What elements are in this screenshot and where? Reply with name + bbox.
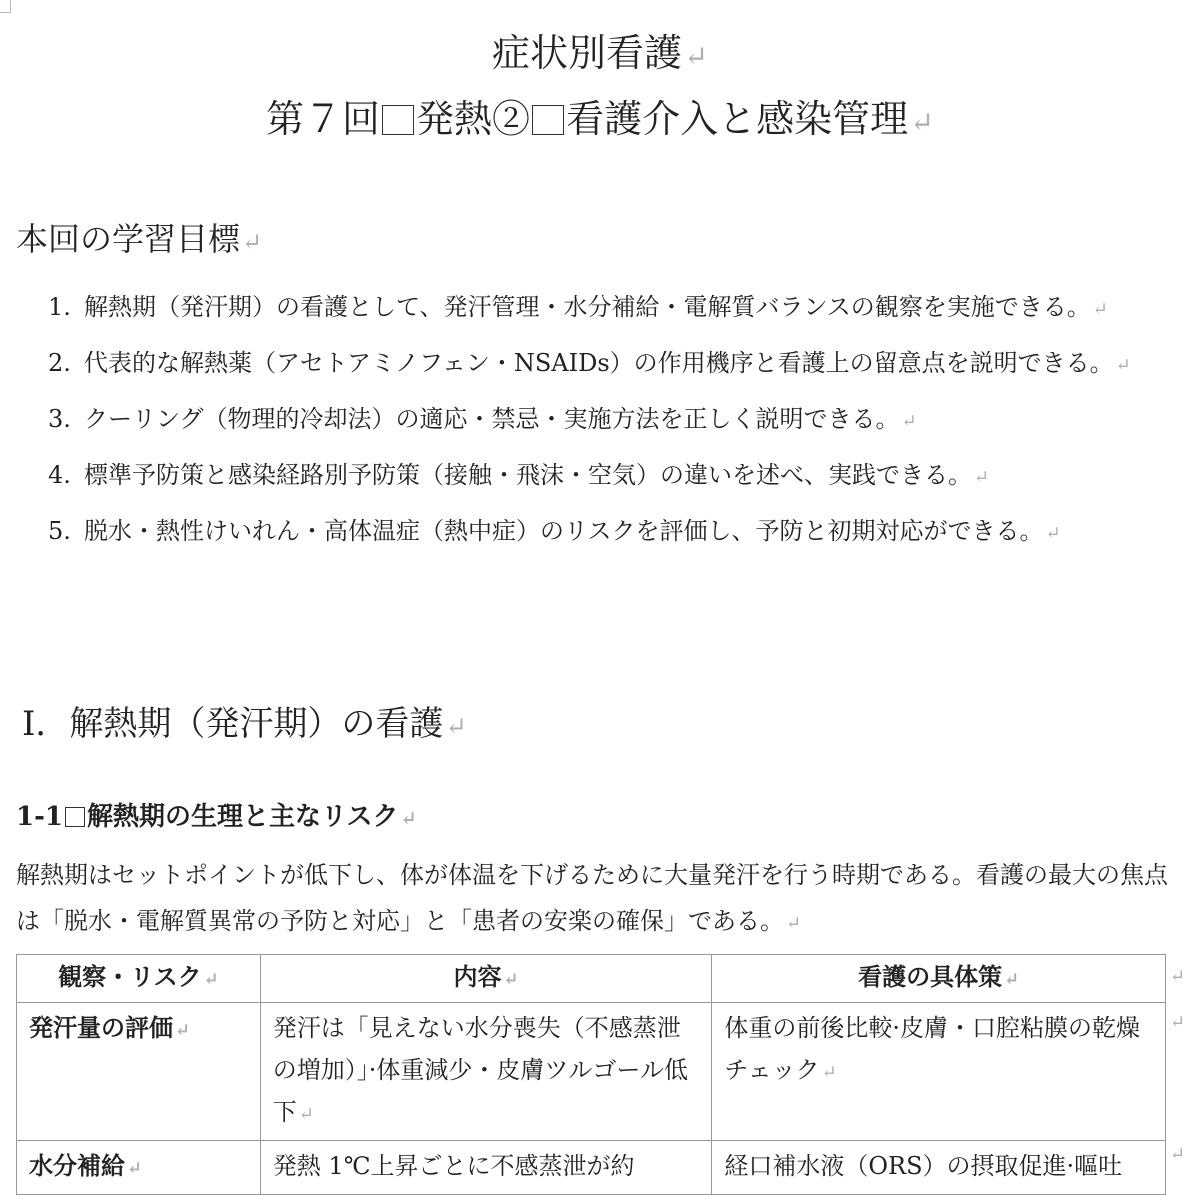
row-end-mark: ↵ (1170, 1144, 1186, 1165)
paragraph-mark: ↵ (974, 467, 990, 488)
goal-item (48, 508, 1188, 557)
paragraph-mark: ↵ (445, 712, 467, 742)
goal-text: 脱水・熱性けいれん・高体温症（熱中症）のリスクを評価し、予防と初期対応ができる。 (84, 517, 1044, 545)
page-corner-mark (0, 0, 11, 13)
table-cell-key: 発汗量の評価 ↵ (17, 1003, 261, 1141)
doc-title: 症状別看護↵ (492, 31, 708, 75)
goal-number: 4. (48, 461, 71, 489)
body-paragraph: 解熱期はセットポイントが低下し、体が体温を下げるために大量発汗を行う時期である。看護の最大の焦点は「脱水・電解質異常の予防と対応」と「患者の安楽の確保」である。 ↵ (16, 861, 1168, 935)
table-cell-key: 水分補給 ↵ (17, 1141, 261, 1195)
goal-item (48, 396, 1188, 445)
table-row (17, 1003, 1166, 1141)
missing-glyph-box (382, 105, 414, 135)
paragraph-mark: ↵ (400, 807, 417, 830)
table-cell-content: 発熱 1℃上昇ごとに不感蒸泄が約 (260, 1141, 712, 1195)
row-end-mark: ↵ (1170, 966, 1186, 987)
paragraph-mark: ↵ (786, 913, 802, 934)
paragraph-mark: ↵ (1115, 355, 1131, 376)
missing-glyph-box (532, 105, 564, 135)
goal-item (48, 340, 1188, 389)
table-header-row (17, 955, 1166, 1003)
goal-text: 標準予防策と感染経路別予防策（接触・飛沫・空気）の違いを述べ、実践できる。 (84, 461, 972, 489)
subsection-heading: 1-1 解熱期の生理と主なリスク ↵ (16, 802, 417, 832)
goal-number: 3. (48, 405, 71, 433)
goal-text: クーリング（物理的冷却法）の適応・禁忌・実施方法を正しく説明できる。 (84, 405, 900, 433)
table-header-cell: 内容 ↵ (260, 955, 712, 1003)
paragraph-mark: ↵ (910, 106, 934, 139)
goal-number: 5. (48, 517, 71, 545)
table-header-cell: 観察・リスク ↵ (17, 955, 261, 1003)
doc-subtitle: 第７回 発熱② 看護介入と感染管理↵ (266, 97, 934, 141)
goals-list (48, 284, 1188, 564)
table-cell-care: 経口補水液（ORS）の摂取促進·嘔吐 (712, 1141, 1166, 1195)
paragraph-mark: ↵ (242, 228, 263, 256)
table-cell-care: 体重の前後比較·皮膚・口腔粘膜の乾燥チェック ↵ (712, 1003, 1166, 1141)
table-cell-content: 発汗は「見えない水分喪失（不感蒸泄の増加）」·体重減少・皮膚ツルゴール低下 ↵ (260, 1003, 712, 1141)
paragraph-mark: ↵ (901, 411, 917, 432)
table-row (17, 1141, 1166, 1195)
goal-text: 解熱期（発汗期）の看護として、発汗管理・水分補給・電解質バランスの観察を実施できる。 (84, 293, 1091, 321)
goals-heading: 本回の学習目標↵ (16, 220, 263, 258)
goal-text: 代表的な解熱薬（アセトアミノフェン・NSAIDs）の作用機序と看護上の留意点を説明できる。 (84, 349, 1114, 377)
missing-glyph-box (65, 807, 85, 827)
row-end-mark: ↵ (1170, 1012, 1186, 1033)
goal-item (48, 452, 1188, 501)
table-header-cell: 看護の具体策 ↵ (712, 955, 1166, 1003)
paragraph-mark: ↵ (684, 40, 708, 73)
goal-number: 1. (48, 293, 71, 321)
goal-item (48, 284, 1188, 333)
nursing-table (16, 954, 1166, 1195)
section-heading: Ⅰ．解熱期（発汗期）の看護↵ (22, 704, 467, 744)
goal-number: 2. (48, 349, 71, 377)
paragraph-mark: ↵ (1092, 299, 1108, 320)
paragraph-mark: ↵ (1045, 523, 1061, 544)
